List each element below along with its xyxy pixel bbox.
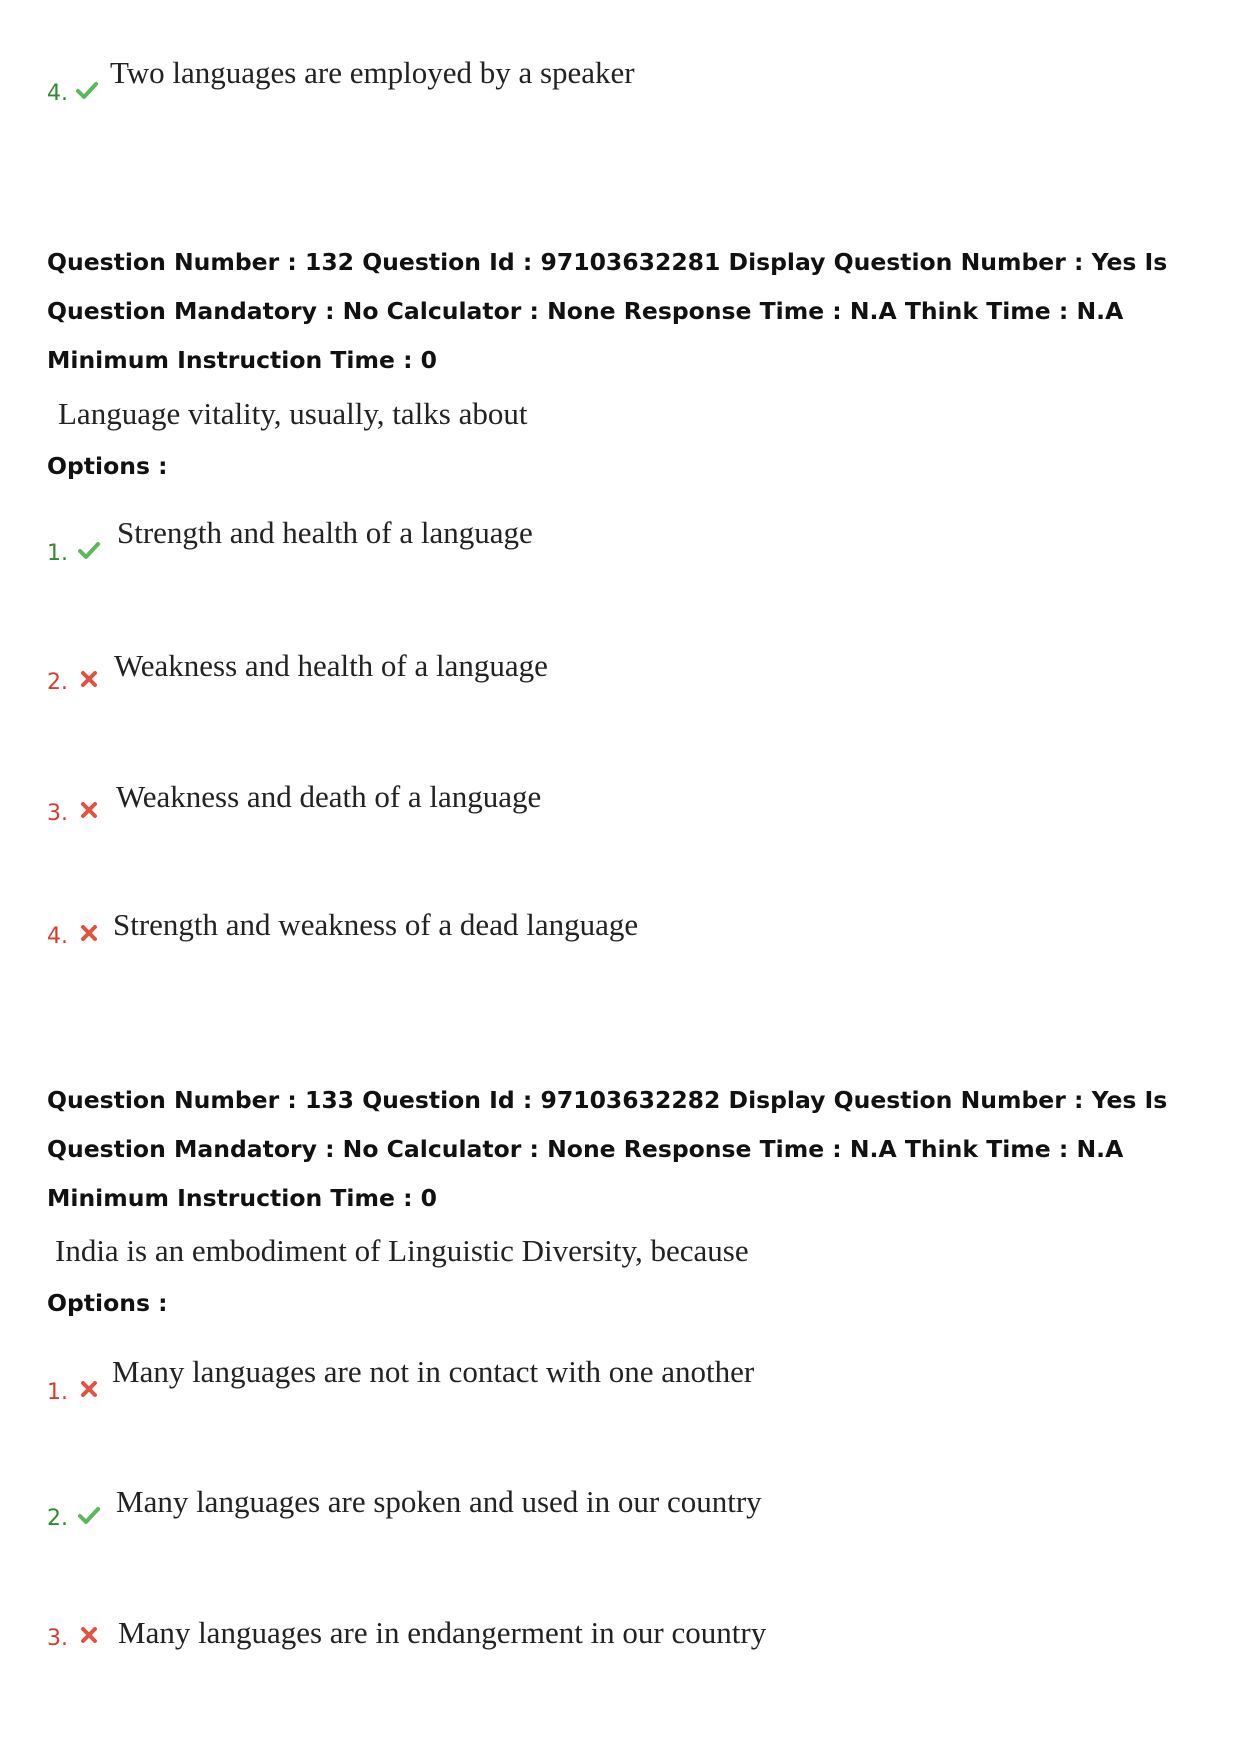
- question-meta: Question Number : 132 Question Id : 97103632281 Display Question Number : Yes Is Question Mandatory : No Calculator : None Response Time : N.A Think Time : N.A Minimum Instruction Time : 0: [47, 248, 1168, 374]
- option-text: Weakness and death of a language: [116, 779, 542, 814]
- cross-icon: [77, 1377, 101, 1401]
- cross-icon: [77, 667, 101, 691]
- option-text: Strength and health of a language: [117, 515, 533, 550]
- option-number: 3.: [47, 801, 68, 826]
- question-text: India is an embodiment of Linguistic Diversity, because: [55, 1233, 749, 1268]
- option-text: Two languages are employed by a speaker: [110, 55, 635, 90]
- option-text: Strength and weakness of a dead language: [113, 907, 639, 942]
- cross-icon: [77, 798, 101, 822]
- option-number: 3.: [47, 1626, 68, 1651]
- option-number: 1.: [47, 541, 68, 566]
- option-number: 2.: [47, 670, 68, 695]
- option-number: 2.: [47, 1506, 68, 1531]
- option-text: Many languages are not in contact with one another: [112, 1354, 755, 1389]
- check-icon: [77, 1503, 101, 1527]
- options-label: Options :: [47, 1289, 168, 1317]
- option-text: Weakness and health of a language: [114, 648, 548, 683]
- question-text: Language vitality, usually, talks about: [58, 396, 528, 431]
- option-number: 1.: [47, 1380, 68, 1405]
- cross-icon: [77, 921, 101, 945]
- question-meta: Question Number : 133 Question Id : 97103632282 Display Question Number : Yes Is Question Mandatory : No Calculator : None Response Time : N.A Think Time : N.A Minimum Instruction Time : 0: [47, 1086, 1168, 1212]
- option-number: 4.: [47, 924, 68, 949]
- cross-icon: [77, 1623, 101, 1647]
- check-icon: [75, 78, 99, 102]
- check-icon: [77, 538, 101, 562]
- option-text: Many languages are spoken and used in our country: [116, 1484, 762, 1519]
- option-number: 4.: [47, 81, 68, 106]
- option-text: Many languages are in endangerment in our country: [118, 1615, 767, 1650]
- options-label: Options :: [47, 452, 168, 480]
